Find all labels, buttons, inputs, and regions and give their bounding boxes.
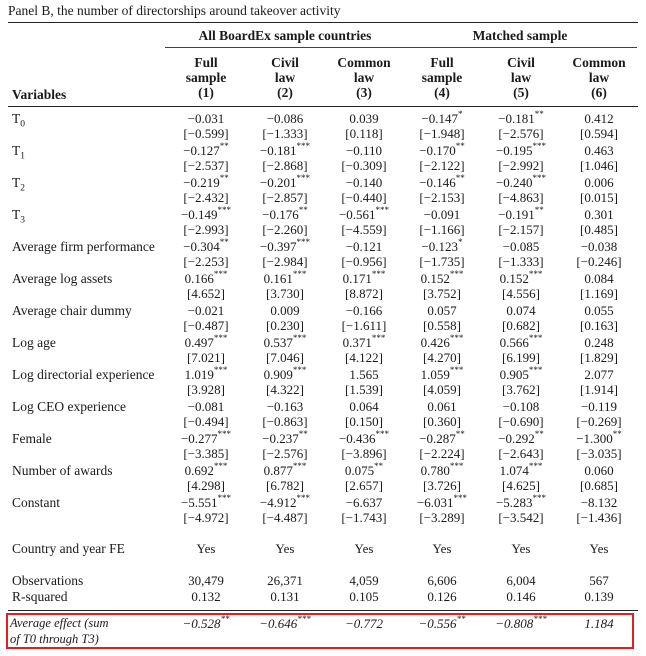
coef-cell: 0.009: [270, 303, 300, 318]
t-stat-cell: [−4.863]: [498, 190, 544, 205]
coef-cell: −0.287**: [419, 429, 465, 446]
coef-cell: −1.300**: [576, 429, 622, 446]
coef-cell: 0.152***: [420, 269, 464, 286]
t-stat-cell: [−2.260]: [262, 222, 308, 237]
coef-cell: −0.085: [502, 239, 540, 254]
t-stat-cell: [−2.157]: [498, 222, 544, 237]
coef-cell: 0.006: [584, 175, 614, 190]
column-header-line2: law: [510, 70, 532, 85]
coef-cell: 0.909***: [263, 365, 307, 382]
coef-cell: −0.081: [187, 399, 225, 414]
row-label: Average log assets: [12, 271, 113, 286]
observations-cell: 4,059: [349, 573, 379, 588]
t-stat-cell: [3.928]: [187, 382, 225, 397]
fe-cell: Yes: [275, 541, 295, 556]
t-stat-cell: [1.046]: [580, 158, 618, 173]
t-stat-cell: [4.059]: [423, 382, 461, 397]
coef-cell: 0.463: [584, 143, 614, 158]
t-stat-cell: [2.657]: [345, 478, 383, 493]
coef-cell: 0.171***: [342, 269, 386, 286]
coef-cell: 0.060: [584, 463, 614, 478]
t-stat-cell: [0.118]: [345, 126, 383, 141]
r-squared-cell: 0.126: [427, 589, 457, 604]
average-effect-cell: 1.184: [584, 616, 614, 631]
t-stat-cell: [−0.269]: [576, 414, 622, 429]
t-stat-cell: [−0.440]: [341, 190, 387, 205]
coef-cell: −0.086: [266, 111, 304, 126]
t-stat-cell: [−1.333]: [262, 126, 308, 141]
variables-header: Variables: [12, 87, 67, 102]
coef-cell: 0.877***: [263, 461, 307, 478]
column-header-line2: law: [274, 70, 296, 85]
top-rule: [8, 22, 638, 23]
t-stat-cell: [0.685]: [580, 478, 618, 493]
coef-cell: −0.110: [345, 143, 383, 158]
coef-cell: −0.146**: [419, 173, 465, 190]
column-header-line2: sample: [421, 70, 463, 85]
t-stat-cell: [−2.643]: [498, 446, 544, 461]
coef-cell: −0.292**: [498, 429, 544, 446]
coef-cell: −0.031: [187, 111, 225, 126]
coef-cell: 0.537***: [263, 333, 307, 350]
column-header-line1: Civil: [271, 55, 299, 70]
t-stat-cell: [4.322]: [266, 382, 304, 397]
observations-cell: 6,004: [506, 573, 536, 588]
coef-cell: −6.637: [345, 495, 383, 510]
coef-cell: −0.201***: [259, 173, 311, 190]
coef-cell: 1.059***: [420, 365, 464, 382]
coef-cell: −0.123*: [421, 237, 463, 254]
coef-cell: −6.031***: [416, 493, 468, 510]
column-header-num: (4): [434, 85, 450, 100]
t-stat-cell: [1.539]: [345, 382, 383, 397]
coef-cell: −5.283***: [495, 493, 547, 510]
column-header-line1: Civil: [507, 55, 535, 70]
fe-cell: Yes: [354, 541, 374, 556]
t-stat-cell: [0.360]: [423, 414, 461, 429]
t-stat-cell: [0.485]: [580, 222, 618, 237]
fe-cell: Yes: [196, 541, 216, 556]
coef-cell: 0.905***: [499, 365, 543, 382]
t-stat-cell: [3.726]: [423, 478, 461, 493]
t-stat-cell: [3.730]: [266, 286, 304, 301]
t-stat-cell: [4.298]: [187, 478, 225, 493]
t-stat-cell: [−4.487]: [262, 510, 308, 525]
t-stat-cell: [−1.166]: [419, 222, 465, 237]
header-rule: [8, 106, 638, 107]
coef-cell: 0.152***: [499, 269, 543, 286]
column-header-line1: Common: [572, 55, 626, 70]
t-stat-cell: [7.046]: [266, 350, 304, 365]
t-stat-cell: [−3.035]: [576, 446, 622, 461]
column-header-line2: law: [353, 70, 375, 85]
coef-cell: −0.170**: [419, 141, 465, 158]
t-stat-cell: [−2.224]: [419, 446, 465, 461]
column-header-num: (1): [198, 85, 214, 100]
t-stat-cell: [−2.857]: [262, 190, 308, 205]
coef-cell: −0.166: [345, 303, 383, 318]
t-stat-cell: [3.762]: [502, 382, 540, 397]
t-stat-cell: [−1.948]: [419, 126, 465, 141]
t-stat-cell: [0.015]: [580, 190, 618, 205]
t-stat-cell: [7.021]: [187, 350, 225, 365]
column-header-line1: Full: [430, 55, 454, 70]
coef-cell: −0.121: [345, 239, 383, 254]
coef-cell: 0.161***: [263, 269, 307, 286]
r-squared-cell: 0.132: [191, 589, 221, 604]
r-squared-cell: 0.131: [270, 589, 300, 604]
coef-cell: 0.566***: [499, 333, 543, 350]
coef-cell: −0.181***: [259, 141, 311, 158]
coef-cell: 0.055: [584, 303, 614, 318]
column-header-2: [245, 55, 325, 100]
t-stat-cell: [−0.494]: [183, 414, 229, 429]
t-stat-cell: [1.914]: [580, 382, 618, 397]
t-stat-cell: [−1.743]: [341, 510, 387, 525]
group-header-all-boardex: All BoardEx sample countries: [198, 28, 372, 43]
t-stat-cell: [6.199]: [502, 350, 540, 365]
fe-label: Country and year FE: [12, 541, 125, 556]
t-stat-cell: [−1.611]: [341, 318, 387, 333]
coef-cell: −0.195***: [495, 141, 547, 158]
t-stat-cell: [0.150]: [345, 414, 383, 429]
observations-cell: 26,371: [267, 573, 303, 588]
column-header-line1: Full: [194, 55, 218, 70]
coef-cell: 0.074: [506, 303, 536, 318]
average-effect-cell: −0.772: [344, 616, 384, 631]
coef-cell: 0.301: [584, 207, 614, 222]
coef-cell: −0.561***: [338, 205, 390, 222]
observations-cell: 30,479: [188, 573, 224, 588]
t-stat-cell: [−3.542]: [498, 510, 544, 525]
column-header-line2: law: [588, 70, 610, 85]
t-stat-cell: [−1.333]: [498, 254, 544, 269]
coef-cell: −0.304**: [183, 237, 229, 254]
column-header-num: (6): [591, 85, 607, 100]
coef-cell: 1.019***: [184, 365, 228, 382]
t-stat-cell: [−2.432]: [183, 190, 229, 205]
column-header-num: (3): [356, 85, 372, 100]
t-stat-cell: [0.682]: [502, 318, 540, 333]
coef-cell: −0.021: [187, 303, 225, 318]
coef-cell: −0.149***: [180, 205, 232, 222]
t-stat-cell: [4.652]: [187, 286, 225, 301]
coef-cell: 0.248: [584, 335, 614, 350]
coef-cell: 0.780***: [420, 461, 464, 478]
coef-cell: −0.108: [502, 399, 540, 414]
r-squared-cell: 0.146: [506, 589, 536, 604]
column-header-6: [559, 55, 639, 100]
row-label: $T_2$: [12, 175, 25, 194]
column-header-line2: sample: [185, 70, 227, 85]
t-stat-cell: [−2.122]: [419, 158, 465, 173]
t-stat-cell: [4.122]: [345, 350, 383, 365]
coef-cell: −0.436***: [338, 429, 390, 446]
group-underline-matched: [405, 47, 637, 48]
t-stat-cell: [−2.576]: [262, 446, 308, 461]
row-label: Log CEO experience: [12, 399, 126, 414]
coef-cell: 0.692***: [184, 461, 228, 478]
row-label: Number of awards: [12, 463, 113, 478]
observations-cell: 6,606: [427, 573, 457, 588]
highlight-box: [6, 613, 634, 649]
t-stat-cell: [−2.984]: [262, 254, 308, 269]
coef-cell: −0.219**: [183, 173, 229, 190]
coef-cell: 0.497***: [184, 333, 228, 350]
t-stat-cell: [−2.537]: [183, 158, 229, 173]
coef-cell: 1.074***: [499, 461, 543, 478]
r-squared-label: R-squared: [12, 589, 68, 604]
coef-cell: −0.181**: [498, 109, 544, 126]
group-header-matched: Matched sample: [472, 28, 568, 43]
t-stat-cell: [4.625]: [502, 478, 540, 493]
t-stat-cell: [4.556]: [502, 286, 540, 301]
t-stat-cell: [−3.385]: [183, 446, 229, 461]
coef-cell: −0.237**: [262, 429, 308, 446]
t-stat-cell: [−2.993]: [183, 222, 229, 237]
t-stat-cell: [6.782]: [266, 478, 304, 493]
coef-cell: −5.551***: [180, 493, 232, 510]
average-effect-cell: −0.646***: [259, 614, 311, 631]
row-label: $T_3$: [12, 207, 25, 226]
coef-cell: −0.038: [580, 239, 618, 254]
t-stat-cell: [0.230]: [266, 318, 304, 333]
average-effect-cell: −0.556**: [418, 614, 466, 631]
row-label: Average firm performance: [12, 239, 155, 254]
coef-cell: 0.075**: [344, 461, 384, 478]
r-squared-cell: 0.139: [584, 589, 614, 604]
r-squared-cell: 0.105: [349, 589, 379, 604]
coef-cell: −0.091: [423, 207, 461, 222]
t-stat-cell: [1.169]: [580, 286, 618, 301]
t-stat-cell: [−0.246]: [576, 254, 622, 269]
coef-cell: −0.140: [345, 175, 383, 190]
column-header-1: [166, 55, 246, 100]
column-header-3: [324, 55, 404, 100]
coef-cell: −4.912***: [259, 493, 311, 510]
coef-cell: −0.147*: [421, 109, 463, 126]
coef-cell: 0.371***: [342, 333, 386, 350]
t-stat-cell: [−0.309]: [341, 158, 387, 173]
t-stat-cell: [0.594]: [580, 126, 618, 141]
t-stat-cell: [8.872]: [345, 286, 383, 301]
coef-cell: 0.039: [349, 111, 379, 126]
coef-cell: 2.077: [584, 367, 614, 382]
t-stat-cell: [−2.992]: [498, 158, 544, 173]
t-stat-cell: [−2.253]: [183, 254, 229, 269]
coef-cell: −0.191**: [498, 205, 544, 222]
coef-cell: −8.132: [580, 495, 618, 510]
coef-cell: −0.127**: [183, 141, 229, 158]
average-effect-cell: −0.528**: [182, 614, 230, 631]
coef-cell: 0.412: [584, 111, 614, 126]
coef-cell: 0.084: [584, 271, 614, 286]
column-header-num: (5): [513, 85, 529, 100]
t-stat-cell: [−0.599]: [183, 126, 229, 141]
t-stat-cell: [−1.436]: [576, 510, 622, 525]
coef-cell: −0.397***: [259, 237, 311, 254]
row-label: Constant: [12, 495, 61, 510]
fe-cell: Yes: [511, 541, 531, 556]
t-stat-cell: [−0.863]: [262, 414, 308, 429]
coef-cell: −0.240***: [495, 173, 547, 190]
row-label: $T_0$: [12, 111, 25, 130]
coef-cell: 0.426***: [420, 333, 464, 350]
t-stat-cell: [−3.289]: [419, 510, 465, 525]
group-underline-all-boardex: [165, 47, 405, 48]
observations-cell: 567: [589, 573, 609, 588]
t-stat-cell: [−0.956]: [341, 254, 387, 269]
t-stat-cell: [−4.559]: [341, 222, 387, 237]
t-stat-cell: [−0.690]: [498, 414, 544, 429]
panel-title: Panel B, the number of directorships around takeover activity: [8, 3, 341, 18]
t-stat-cell: [−2.868]: [262, 158, 308, 173]
coef-cell: 0.064: [349, 399, 379, 414]
t-stat-cell: [−3.896]: [341, 446, 387, 461]
coef-cell: 1.565: [349, 367, 379, 382]
row-label: $T_1$: [12, 143, 25, 162]
t-stat-cell: [−4.972]: [183, 510, 229, 525]
average-effect-cell: −0.808***: [495, 614, 547, 631]
row-label: Average chair dummy: [12, 303, 132, 318]
coef-cell: −0.163: [266, 399, 304, 414]
coef-cell: 0.057: [427, 303, 457, 318]
column-header-line1: Common: [337, 55, 391, 70]
t-stat-cell: [0.163]: [580, 318, 618, 333]
observations-label: Observations: [12, 573, 84, 588]
t-stat-cell: [1.829]: [580, 350, 618, 365]
column-header-5: [481, 55, 561, 100]
fe-cell: Yes: [589, 541, 609, 556]
coef-cell: 0.166***: [184, 269, 228, 286]
t-stat-cell: [−1.735]: [419, 254, 465, 269]
coef-cell: −0.119: [580, 399, 618, 414]
coef-cell: 0.061: [427, 399, 457, 414]
average-effect-label: Average effect (sum of T0 through T3): [10, 616, 109, 646]
t-stat-cell: [0.558]: [423, 318, 461, 333]
column-header-4: [402, 55, 482, 100]
coef-cell: −0.277***: [180, 429, 232, 446]
t-stat-cell: [−2.576]: [498, 126, 544, 141]
column-header-num: (2): [277, 85, 293, 100]
t-stat-cell: [−0.487]: [183, 318, 229, 333]
coef-cell: −0.176**: [262, 205, 308, 222]
row-label: Log directorial experience: [12, 367, 155, 382]
row-label: Female: [12, 431, 52, 446]
fe-cell: Yes: [432, 541, 452, 556]
t-stat-cell: [3.752]: [423, 286, 461, 301]
t-stat-cell: [4.270]: [423, 350, 461, 365]
row-label: Log age: [12, 335, 56, 350]
t-stat-cell: [−2.153]: [419, 190, 465, 205]
bottom-rule: [8, 610, 638, 611]
